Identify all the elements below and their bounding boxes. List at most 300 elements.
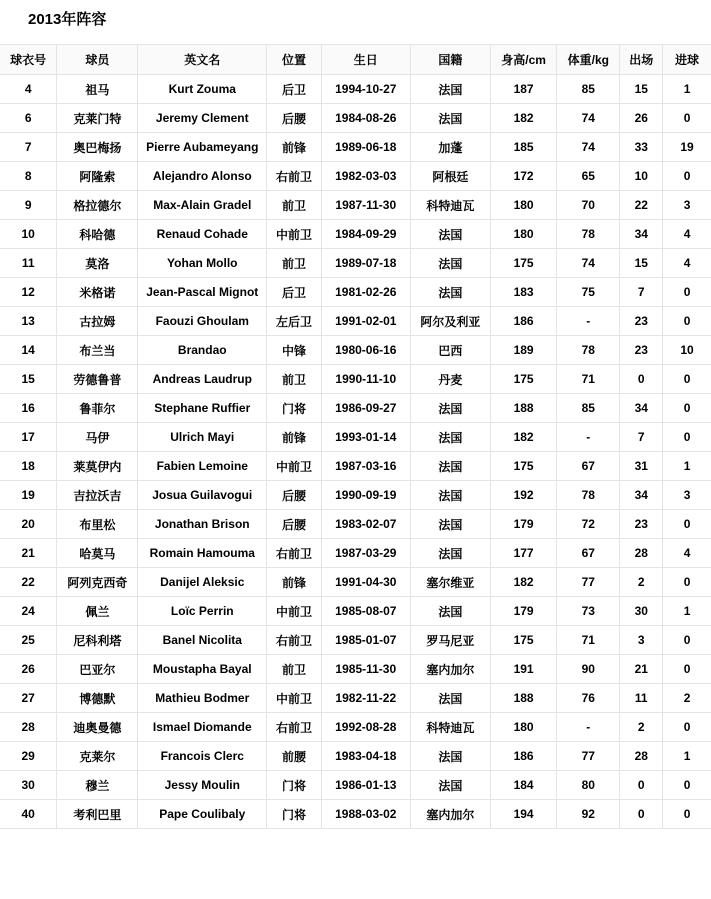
cell-goals: 1 bbox=[663, 597, 711, 626]
cell-weight-kg: 90 bbox=[557, 655, 620, 684]
cell-weight-kg: 78 bbox=[557, 220, 620, 249]
cell-birthday: 1991-04-30 bbox=[321, 568, 410, 597]
cell-weight-kg: 75 bbox=[557, 278, 620, 307]
cell-player-name-cn: 博德默 bbox=[57, 684, 138, 713]
cell-height-cm: 189 bbox=[491, 336, 557, 365]
cell-jersey-number: 17 bbox=[0, 423, 57, 452]
cell-nationality: 科特迪瓦 bbox=[410, 713, 490, 742]
column-header-goals: 进球 bbox=[663, 45, 711, 75]
cell-birthday: 1986-01-13 bbox=[321, 771, 410, 800]
cell-goals: 0 bbox=[663, 568, 711, 597]
cell-goals: 1 bbox=[663, 452, 711, 481]
cell-birthday: 1987-11-30 bbox=[321, 191, 410, 220]
cell-birthday: 1983-04-18 bbox=[321, 742, 410, 771]
cell-weight-kg: 85 bbox=[557, 75, 620, 104]
cell-goals: 3 bbox=[663, 191, 711, 220]
cell-height-cm: 175 bbox=[491, 365, 557, 394]
table-row bbox=[0, 597, 711, 626]
cell-jersey-number: 27 bbox=[0, 684, 57, 713]
column-header-birthday: 生日 bbox=[321, 45, 410, 75]
cell-position: 前卫 bbox=[267, 365, 322, 394]
cell-player-name-cn: 科哈德 bbox=[57, 220, 138, 249]
cell-jersey-number: 22 bbox=[0, 568, 57, 597]
cell-position: 中锋 bbox=[267, 336, 322, 365]
cell-position: 中前卫 bbox=[267, 684, 322, 713]
cell-birthday: 1989-06-18 bbox=[321, 133, 410, 162]
cell-weight-kg: 70 bbox=[557, 191, 620, 220]
cell-position: 门将 bbox=[267, 394, 322, 423]
cell-nationality: 法国 bbox=[410, 278, 490, 307]
cell-jersey-number: 8 bbox=[0, 162, 57, 191]
cell-appearances: 23 bbox=[620, 336, 663, 365]
cell-goals: 0 bbox=[663, 510, 711, 539]
cell-birthday: 1986-09-27 bbox=[321, 394, 410, 423]
cell-nationality: 丹麦 bbox=[410, 365, 490, 394]
table-row bbox=[0, 394, 711, 423]
column-header-position: 位置 bbox=[267, 45, 322, 75]
cell-appearances: 28 bbox=[620, 539, 663, 568]
cell-weight-kg: 74 bbox=[557, 249, 620, 278]
cell-nationality: 法国 bbox=[410, 771, 490, 800]
cell-player-name-en: Kurt Zouma bbox=[138, 75, 267, 104]
table-row bbox=[0, 220, 711, 249]
column-header-height-cm: 身高/cm bbox=[491, 45, 557, 75]
table-row bbox=[0, 423, 711, 452]
cell-position: 后腰 bbox=[267, 481, 322, 510]
cell-position: 前腰 bbox=[267, 742, 322, 771]
cell-player-name-cn: 阿隆索 bbox=[57, 162, 138, 191]
cell-player-name-cn: 古拉姆 bbox=[57, 307, 138, 336]
cell-position: 门将 bbox=[267, 771, 322, 800]
cell-position: 中前卫 bbox=[267, 220, 322, 249]
cell-weight-kg: 67 bbox=[557, 539, 620, 568]
cell-birthday: 1988-03-02 bbox=[321, 800, 410, 829]
cell-nationality: 巴西 bbox=[410, 336, 490, 365]
cell-birthday: 1989-07-18 bbox=[321, 249, 410, 278]
cell-player-name-en: Fabien Lemoine bbox=[138, 452, 267, 481]
cell-player-name-cn: 祖马 bbox=[57, 75, 138, 104]
table-row bbox=[0, 365, 711, 394]
cell-height-cm: 191 bbox=[491, 655, 557, 684]
squad-table-body bbox=[0, 75, 711, 829]
cell-position: 后腰 bbox=[267, 104, 322, 133]
cell-player-name-cn: 劳德鲁普 bbox=[57, 365, 138, 394]
table-row bbox=[0, 655, 711, 684]
cell-goals: 0 bbox=[663, 365, 711, 394]
cell-position: 前卫 bbox=[267, 249, 322, 278]
cell-weight-kg: 92 bbox=[557, 800, 620, 829]
page-title: 2013年阵容 bbox=[28, 11, 107, 28]
table-row bbox=[0, 75, 711, 104]
cell-player-name-cn: 克莱尔 bbox=[57, 742, 138, 771]
cell-jersey-number: 11 bbox=[0, 249, 57, 278]
cell-goals: 0 bbox=[663, 104, 711, 133]
cell-player-name-en: Jonathan Brison bbox=[138, 510, 267, 539]
cell-appearances: 28 bbox=[620, 742, 663, 771]
cell-nationality: 塞内加尔 bbox=[410, 655, 490, 684]
table-row bbox=[0, 481, 711, 510]
cell-goals: 0 bbox=[663, 655, 711, 684]
cell-appearances: 23 bbox=[620, 307, 663, 336]
cell-goals: 1 bbox=[663, 75, 711, 104]
cell-goals: 0 bbox=[663, 713, 711, 742]
cell-appearances: 34 bbox=[620, 481, 663, 510]
cell-appearances: 0 bbox=[620, 800, 663, 829]
cell-height-cm: 180 bbox=[491, 220, 557, 249]
cell-appearances: 23 bbox=[620, 510, 663, 539]
cell-nationality: 法国 bbox=[410, 481, 490, 510]
cell-height-cm: 194 bbox=[491, 800, 557, 829]
cell-jersey-number: 40 bbox=[0, 800, 57, 829]
cell-jersey-number: 6 bbox=[0, 104, 57, 133]
cell-nationality: 法国 bbox=[410, 742, 490, 771]
cell-position: 前锋 bbox=[267, 568, 322, 597]
cell-nationality: 加蓬 bbox=[410, 133, 490, 162]
cell-height-cm: 179 bbox=[491, 510, 557, 539]
cell-player-name-cn: 莫洛 bbox=[57, 249, 138, 278]
cell-nationality: 塞尔维亚 bbox=[410, 568, 490, 597]
cell-jersey-number: 16 bbox=[0, 394, 57, 423]
cell-jersey-number: 18 bbox=[0, 452, 57, 481]
cell-height-cm: 182 bbox=[491, 423, 557, 452]
cell-goals: 3 bbox=[663, 481, 711, 510]
table-row bbox=[0, 626, 711, 655]
cell-nationality: 罗马尼亚 bbox=[410, 626, 490, 655]
cell-jersey-number: 21 bbox=[0, 539, 57, 568]
cell-position: 右前卫 bbox=[267, 713, 322, 742]
cell-appearances: 11 bbox=[620, 684, 663, 713]
cell-birthday: 1990-09-19 bbox=[321, 481, 410, 510]
cell-jersey-number: 24 bbox=[0, 597, 57, 626]
cell-player-name-cn: 米格诺 bbox=[57, 278, 138, 307]
cell-weight-kg: 71 bbox=[557, 626, 620, 655]
cell-position: 左后卫 bbox=[267, 307, 322, 336]
cell-player-name-en: Pape Coulibaly bbox=[138, 800, 267, 829]
cell-player-name-cn: 莱莫伊内 bbox=[57, 452, 138, 481]
cell-nationality: 法国 bbox=[410, 249, 490, 278]
cell-goals: 0 bbox=[663, 394, 711, 423]
cell-nationality: 法国 bbox=[410, 104, 490, 133]
cell-appearances: 2 bbox=[620, 713, 663, 742]
cell-jersey-number: 25 bbox=[0, 626, 57, 655]
cell-player-name-en: Jessy Moulin bbox=[138, 771, 267, 800]
cell-position: 后卫 bbox=[267, 278, 322, 307]
cell-jersey-number: 15 bbox=[0, 365, 57, 394]
cell-birthday: 1980-06-16 bbox=[321, 336, 410, 365]
cell-player-name-en: Josua Guilavogui bbox=[138, 481, 267, 510]
cell-weight-kg: - bbox=[557, 307, 620, 336]
cell-nationality: 法国 bbox=[410, 452, 490, 481]
cell-height-cm: 172 bbox=[491, 162, 557, 191]
cell-appearances: 34 bbox=[620, 394, 663, 423]
cell-birthday: 1993-01-14 bbox=[321, 423, 410, 452]
cell-player-name-cn: 迪奥曼德 bbox=[57, 713, 138, 742]
cell-player-name-en: Yohan Mollo bbox=[138, 249, 267, 278]
cell-player-name-en: Jeremy Clement bbox=[138, 104, 267, 133]
cell-birthday: 1992-08-28 bbox=[321, 713, 410, 742]
cell-position: 右前卫 bbox=[267, 539, 322, 568]
cell-player-name-en: Ismael Diomande bbox=[138, 713, 267, 742]
cell-weight-kg: 67 bbox=[557, 452, 620, 481]
cell-player-name-en: Andreas Laudrup bbox=[138, 365, 267, 394]
cell-birthday: 1982-11-22 bbox=[321, 684, 410, 713]
cell-player-name-cn: 克莱门特 bbox=[57, 104, 138, 133]
table-row bbox=[0, 713, 711, 742]
cell-height-cm: 180 bbox=[491, 713, 557, 742]
cell-weight-kg: 80 bbox=[557, 771, 620, 800]
cell-height-cm: 175 bbox=[491, 452, 557, 481]
cell-player-name-en: Faouzi Ghoulam bbox=[138, 307, 267, 336]
cell-player-name-cn: 奥巴梅扬 bbox=[57, 133, 138, 162]
cell-appearances: 15 bbox=[620, 75, 663, 104]
cell-player-name-en: Francois Clerc bbox=[138, 742, 267, 771]
cell-weight-kg: 72 bbox=[557, 510, 620, 539]
cell-height-cm: 184 bbox=[491, 771, 557, 800]
cell-appearances: 10 bbox=[620, 162, 663, 191]
column-header-player-name-en: 英文名 bbox=[138, 45, 267, 75]
cell-appearances: 7 bbox=[620, 278, 663, 307]
cell-nationality: 法国 bbox=[410, 684, 490, 713]
cell-player-name-cn: 格拉德尔 bbox=[57, 191, 138, 220]
cell-goals: 0 bbox=[663, 800, 711, 829]
table-row bbox=[0, 249, 711, 278]
cell-height-cm: 175 bbox=[491, 626, 557, 655]
cell-appearances: 0 bbox=[620, 365, 663, 394]
cell-goals: 10 bbox=[663, 336, 711, 365]
cell-player-name-en: Banel Nicolita bbox=[138, 626, 267, 655]
cell-player-name-en: Renaud Cohade bbox=[138, 220, 267, 249]
cell-height-cm: 187 bbox=[491, 75, 557, 104]
cell-nationality: 法国 bbox=[410, 423, 490, 452]
table-row bbox=[0, 452, 711, 481]
cell-weight-kg: 78 bbox=[557, 481, 620, 510]
cell-birthday: 1991-02-01 bbox=[321, 307, 410, 336]
cell-jersey-number: 28 bbox=[0, 713, 57, 742]
cell-jersey-number: 29 bbox=[0, 742, 57, 771]
cell-weight-kg: 77 bbox=[557, 742, 620, 771]
cell-height-cm: 180 bbox=[491, 191, 557, 220]
cell-player-name-cn: 哈莫马 bbox=[57, 539, 138, 568]
cell-height-cm: 186 bbox=[491, 742, 557, 771]
cell-player-name-cn: 巴亚尔 bbox=[57, 655, 138, 684]
cell-birthday: 1985-11-30 bbox=[321, 655, 410, 684]
cell-appearances: 33 bbox=[620, 133, 663, 162]
cell-player-name-cn: 阿列克西奇 bbox=[57, 568, 138, 597]
table-row bbox=[0, 104, 711, 133]
cell-goals: 19 bbox=[663, 133, 711, 162]
cell-player-name-en: Romain Hamouma bbox=[138, 539, 267, 568]
cell-jersey-number: 26 bbox=[0, 655, 57, 684]
cell-player-name-cn: 鲁菲尔 bbox=[57, 394, 138, 423]
cell-birthday: 1987-03-16 bbox=[321, 452, 410, 481]
cell-jersey-number: 10 bbox=[0, 220, 57, 249]
cell-jersey-number: 9 bbox=[0, 191, 57, 220]
cell-goals: 0 bbox=[663, 162, 711, 191]
cell-goals: 2 bbox=[663, 684, 711, 713]
cell-weight-kg: 85 bbox=[557, 394, 620, 423]
cell-player-name-en: Max-Alain Gradel bbox=[138, 191, 267, 220]
table-row bbox=[0, 336, 711, 365]
cell-goals: 0 bbox=[663, 278, 711, 307]
cell-weight-kg: 74 bbox=[557, 104, 620, 133]
cell-nationality: 法国 bbox=[410, 75, 490, 104]
cell-jersey-number: 20 bbox=[0, 510, 57, 539]
cell-height-cm: 175 bbox=[491, 249, 557, 278]
cell-height-cm: 182 bbox=[491, 568, 557, 597]
cell-weight-kg: 71 bbox=[557, 365, 620, 394]
cell-jersey-number: 13 bbox=[0, 307, 57, 336]
cell-nationality: 法国 bbox=[410, 394, 490, 423]
cell-birthday: 1984-09-29 bbox=[321, 220, 410, 249]
cell-appearances: 0 bbox=[620, 771, 663, 800]
cell-nationality: 阿尔及利亚 bbox=[410, 307, 490, 336]
cell-position: 门将 bbox=[267, 800, 322, 829]
cell-height-cm: 177 bbox=[491, 539, 557, 568]
cell-player-name-en: Loïc Perrin bbox=[138, 597, 267, 626]
cell-position: 右前卫 bbox=[267, 626, 322, 655]
cell-player-name-cn: 佩兰 bbox=[57, 597, 138, 626]
cell-weight-kg: - bbox=[557, 713, 620, 742]
cell-height-cm: 186 bbox=[491, 307, 557, 336]
cell-player-name-cn: 考利巴里 bbox=[57, 800, 138, 829]
cell-height-cm: 179 bbox=[491, 597, 557, 626]
table-row bbox=[0, 510, 711, 539]
cell-appearances: 3 bbox=[620, 626, 663, 655]
cell-goals: 4 bbox=[663, 249, 711, 278]
cell-nationality: 法国 bbox=[410, 220, 490, 249]
cell-height-cm: 183 bbox=[491, 278, 557, 307]
cell-appearances: 31 bbox=[620, 452, 663, 481]
cell-height-cm: 188 bbox=[491, 394, 557, 423]
cell-player-name-en: Pierre Aubameyang bbox=[138, 133, 267, 162]
cell-appearances: 22 bbox=[620, 191, 663, 220]
cell-height-cm: 182 bbox=[491, 104, 557, 133]
cell-birthday: 1981-02-26 bbox=[321, 278, 410, 307]
cell-position: 前锋 bbox=[267, 133, 322, 162]
cell-position: 后卫 bbox=[267, 75, 322, 104]
cell-nationality: 阿根廷 bbox=[410, 162, 490, 191]
cell-appearances: 7 bbox=[620, 423, 663, 452]
cell-height-cm: 185 bbox=[491, 133, 557, 162]
cell-weight-kg: 74 bbox=[557, 133, 620, 162]
cell-goals: 0 bbox=[663, 771, 711, 800]
cell-nationality: 法国 bbox=[410, 510, 490, 539]
cell-birthday: 1984-08-26 bbox=[321, 104, 410, 133]
cell-player-name-cn: 尼科利塔 bbox=[57, 626, 138, 655]
cell-goals: 0 bbox=[663, 626, 711, 655]
column-header-appearances: 出场 bbox=[620, 45, 663, 75]
cell-nationality: 法国 bbox=[410, 597, 490, 626]
cell-jersey-number: 14 bbox=[0, 336, 57, 365]
column-header-jersey-number: 球衣号 bbox=[0, 45, 57, 75]
cell-goals: 0 bbox=[663, 307, 711, 336]
cell-player-name-cn: 穆兰 bbox=[57, 771, 138, 800]
cell-birthday: 1982-03-03 bbox=[321, 162, 410, 191]
cell-position: 后腰 bbox=[267, 510, 322, 539]
cell-nationality: 塞内加尔 bbox=[410, 800, 490, 829]
cell-appearances: 34 bbox=[620, 220, 663, 249]
cell-player-name-en: Stephane Ruffier bbox=[138, 394, 267, 423]
cell-weight-kg: 78 bbox=[557, 336, 620, 365]
column-header-nationality: 国籍 bbox=[410, 45, 490, 75]
table-row bbox=[0, 771, 711, 800]
squad-table bbox=[0, 44, 711, 829]
cell-appearances: 21 bbox=[620, 655, 663, 684]
table-row bbox=[0, 539, 711, 568]
cell-player-name-cn: 吉拉沃吉 bbox=[57, 481, 138, 510]
cell-player-name-cn: 布兰当 bbox=[57, 336, 138, 365]
cell-height-cm: 188 bbox=[491, 684, 557, 713]
cell-player-name-en: Ulrich Mayi bbox=[138, 423, 267, 452]
cell-weight-kg: 73 bbox=[557, 597, 620, 626]
cell-player-name-cn: 马伊 bbox=[57, 423, 138, 452]
cell-birthday: 1985-08-07 bbox=[321, 597, 410, 626]
cell-player-name-en: Moustapha Bayal bbox=[138, 655, 267, 684]
cell-jersey-number: 19 bbox=[0, 481, 57, 510]
cell-appearances: 2 bbox=[620, 568, 663, 597]
column-header-player-name-cn: 球员 bbox=[57, 45, 138, 75]
cell-jersey-number: 30 bbox=[0, 771, 57, 800]
cell-position: 前卫 bbox=[267, 191, 322, 220]
cell-birthday: 1985-01-07 bbox=[321, 626, 410, 655]
cell-weight-kg: - bbox=[557, 423, 620, 452]
cell-birthday: 1990-11-10 bbox=[321, 365, 410, 394]
cell-goals: 0 bbox=[663, 423, 711, 452]
cell-nationality: 科特迪瓦 bbox=[410, 191, 490, 220]
cell-goals: 1 bbox=[663, 742, 711, 771]
cell-jersey-number: 12 bbox=[0, 278, 57, 307]
cell-position: 前锋 bbox=[267, 423, 322, 452]
cell-player-name-en: Jean-Pascal Mignot bbox=[138, 278, 267, 307]
table-row bbox=[0, 278, 711, 307]
cell-goals: 4 bbox=[663, 220, 711, 249]
cell-jersey-number: 4 bbox=[0, 75, 57, 104]
cell-position: 右前卫 bbox=[267, 162, 322, 191]
cell-position: 中前卫 bbox=[267, 452, 322, 481]
cell-appearances: 26 bbox=[620, 104, 663, 133]
table-row bbox=[0, 742, 711, 771]
table-header-row bbox=[0, 45, 711, 75]
table-row bbox=[0, 307, 711, 336]
cell-appearances: 15 bbox=[620, 249, 663, 278]
cell-player-name-cn: 布里松 bbox=[57, 510, 138, 539]
cell-player-name-en: Brandao bbox=[138, 336, 267, 365]
table-row bbox=[0, 133, 711, 162]
table-row bbox=[0, 162, 711, 191]
cell-weight-kg: 76 bbox=[557, 684, 620, 713]
cell-player-name-en: Alejandro Alonso bbox=[138, 162, 267, 191]
cell-weight-kg: 65 bbox=[557, 162, 620, 191]
cell-player-name-en: Danijel Aleksic bbox=[138, 568, 267, 597]
cell-height-cm: 192 bbox=[491, 481, 557, 510]
column-header-weight-kg: 体重/kg bbox=[557, 45, 620, 75]
cell-jersey-number: 7 bbox=[0, 133, 57, 162]
table-row bbox=[0, 684, 711, 713]
cell-birthday: 1983-02-07 bbox=[321, 510, 410, 539]
cell-player-name-en: Mathieu Bodmer bbox=[138, 684, 267, 713]
cell-birthday: 1987-03-29 bbox=[321, 539, 410, 568]
cell-position: 前卫 bbox=[267, 655, 322, 684]
cell-nationality: 法国 bbox=[410, 539, 490, 568]
cell-position: 中前卫 bbox=[267, 597, 322, 626]
table-row bbox=[0, 568, 711, 597]
table-row bbox=[0, 800, 711, 829]
cell-appearances: 30 bbox=[620, 597, 663, 626]
cell-weight-kg: 77 bbox=[557, 568, 620, 597]
cell-birthday: 1994-10-27 bbox=[321, 75, 410, 104]
cell-goals: 4 bbox=[663, 539, 711, 568]
table-row bbox=[0, 191, 711, 220]
